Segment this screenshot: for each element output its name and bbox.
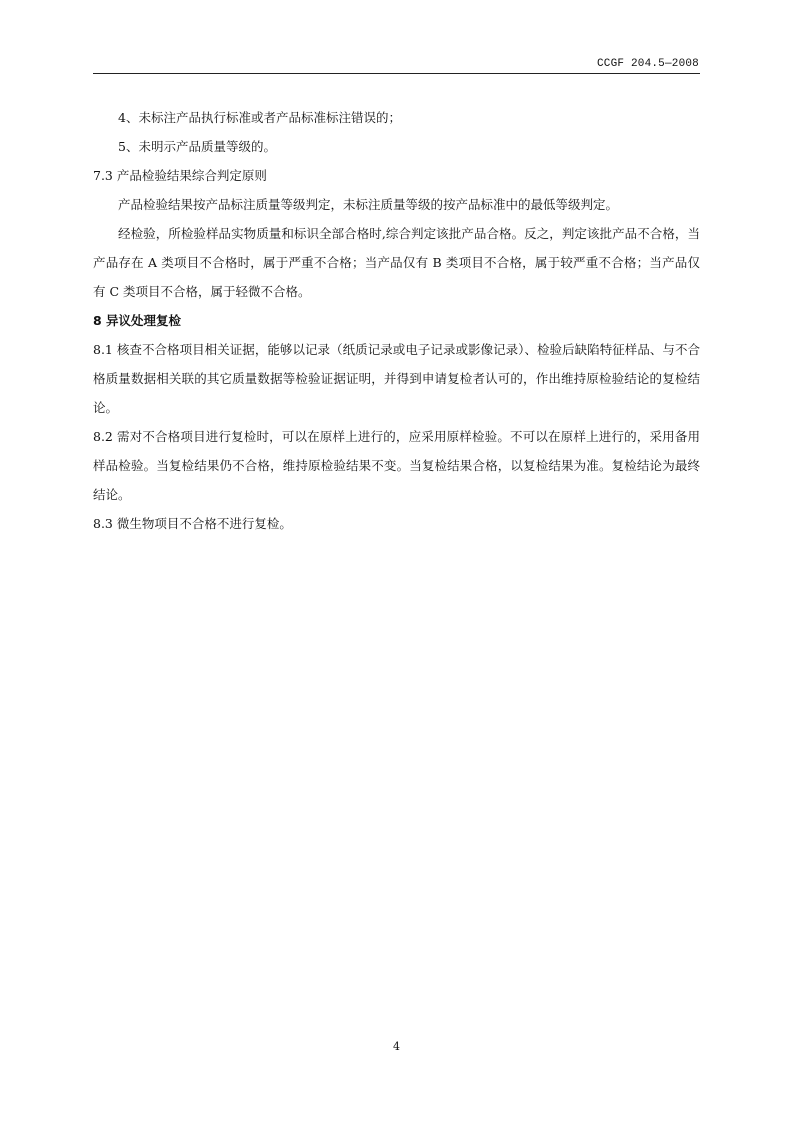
clause-8-2: 8.2 需对不合格项目进行复检时，可以在原样上进行的，应采用原样检验。不可以在原样上进行的，采用备用样品检验。当复检结果仍不合格，维持原检验结果不变。当复检结果合格，以复检结果为准。复检结论为最终结论。	[93, 429, 700, 502]
clause-8-3: 8.3 微生物项目不合格不进行复检。	[93, 516, 292, 531]
list-item-5: 5、未明示产品质量等级的。	[118, 139, 276, 154]
document-body	[93, 103, 700, 538]
paragraph-grade-judgement: 产品检验结果按产品标注质量等级判定，未标注质量等级的按产品标准中的最低等级判定。	[118, 197, 619, 212]
clause-8-1: 8.1 核查不合格项目相关证据，能够以记录（纸质记录或电子记录或影像记录）、检验后缺陷特征样品、与不合格质量数据相关联的其它质量数据等检验证据证明，并得到申请复检者认可的，作出维持原检验结论的复检结论。	[93, 342, 700, 415]
header-divider	[93, 73, 700, 74]
page-number: 4	[393, 1040, 400, 1053]
list-item-4: 4、未标注产品执行标准或者产品标准标注错误的；	[118, 110, 401, 125]
document-code: CCGF 204.5—2008	[596, 58, 699, 70]
paragraph-overall-judgement: 经检验，所检验样品实物质量和标识全部合格时,综合判定该批产品合格。反之，判定该批产品不合格，当产品存在 A 类项目不合格时，属于严重不合格；当产品仅有 B 类项目不合格，属于较严重不合格；当产品仅有 C 类项目不合格，属于轻微不合格。	[93, 226, 700, 299]
section-heading-8: 8 异议处理复检	[93, 313, 182, 328]
section-heading-7-3: 7.3 产品检验结果综合判定原则	[93, 168, 267, 183]
